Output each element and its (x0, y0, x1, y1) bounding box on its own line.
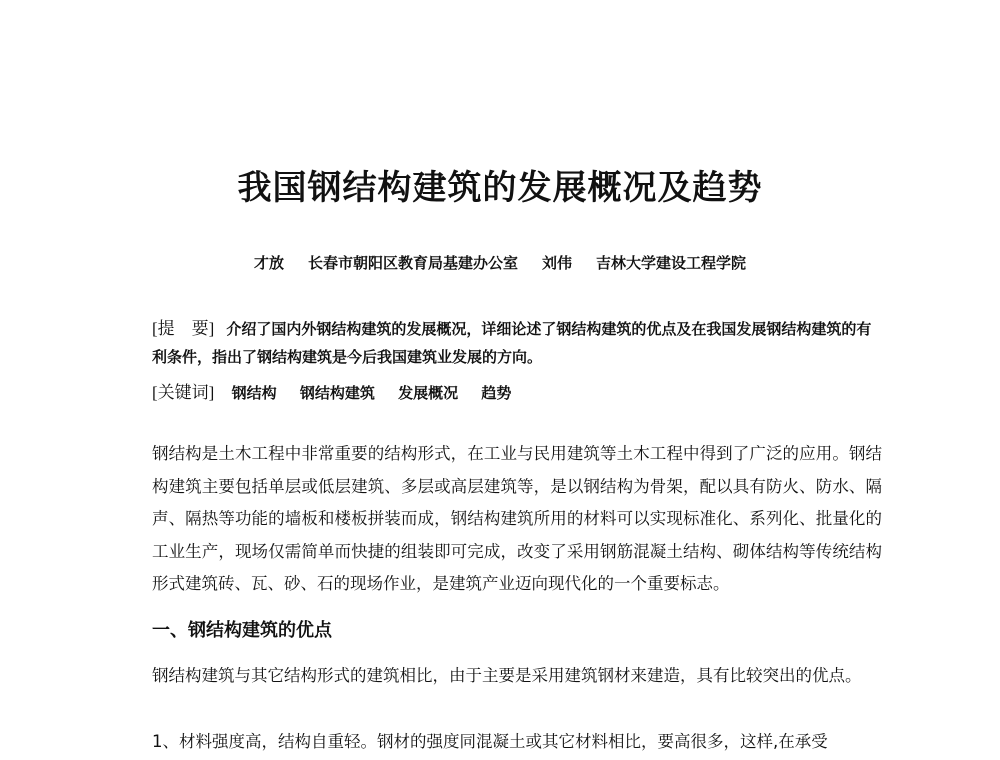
keywords-label: [关键词] (152, 383, 215, 402)
author-name: 才放 (253, 254, 284, 272)
paper-title: 我国钢结构建筑的发展概况及趋势 (237, 168, 763, 208)
abstract-label: [提 要] (152, 319, 215, 338)
section-heading: 一、钢结构建筑的优点 (152, 620, 332, 641)
keyword: 钢结构 (231, 384, 277, 402)
keyword: 趋势 (481, 384, 512, 402)
author-name: 刘伟 (542, 254, 573, 272)
author-affiliation: 吉林大学建设工程学院 (596, 254, 747, 272)
author-line (0, 252, 1000, 273)
keywords (152, 378, 529, 403)
keyword: 钢结构建筑 (299, 384, 375, 402)
author-affiliation: 长春市朝阳区教育局基建办公室 (307, 254, 518, 272)
list-item: 1、材料强度高，结构自重轻。钢材的强度同混凝土或其它材料相比，要高很多，这样,在承受 (152, 732, 828, 751)
abstract (118, 315, 882, 371)
keyword: 发展概况 (398, 384, 459, 402)
section-paragraph: 钢结构建筑与其它结构形式的建筑相比，由于主要是采用建筑钢材来建造，具有比较突出的优点。 (152, 666, 862, 685)
intro-paragraph: 钢结构是土木工程中非常重要的结构形式，在工业与民用建筑等土木工程中得到了广泛的应用。钢结构建筑主要包括单层或低层建筑、多层或高层建筑等，是以钢结构为骨架，配以具有防火、防水、隔声、隔热等功能的墙板和楼板拼装而成，钢结构建筑所用的材料可以实现标准化、系列化、批量化的工业生产，现场仅需简单而快捷的组装即可完成，改变了采用钢筋混凝土结构、砌体结构等传统结构形式建筑砖、瓦、砂、石的现场作业，是建筑产业迈向现代化的一个重要标志。 (152, 444, 882, 593)
abstract-text: 介绍了国内外钢结构建筑的发展概况，详细论述了钢结构建筑的优点及在我国发展钢结构建筑的有利条件，指出了钢结构建筑是今后我国建筑业发展的方向。 (152, 320, 872, 366)
